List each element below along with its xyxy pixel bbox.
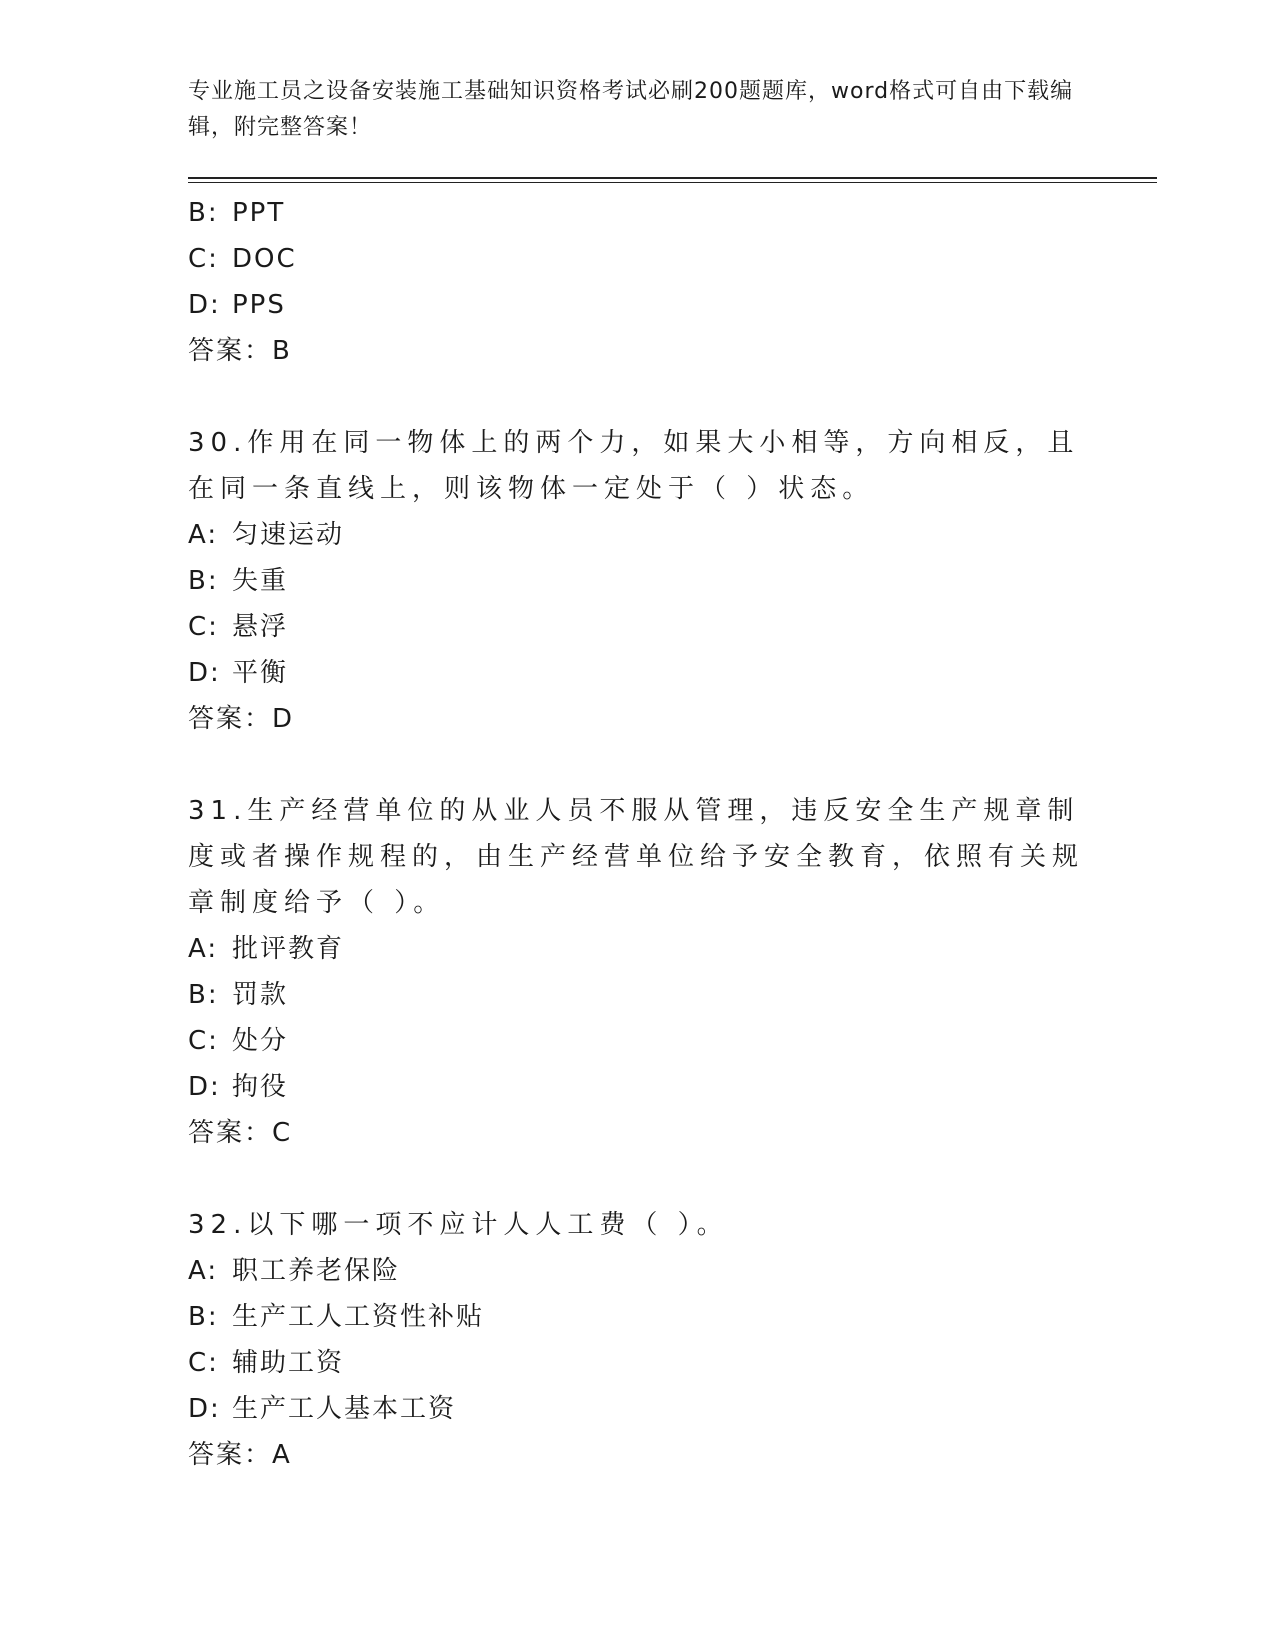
header-divider [188,177,1157,179]
answer-line: 答案：B [188,336,292,366]
question-text: 30.作用在同一物体上的两个力，如果大小相等，方向相反，且在同一条直线上，则该物体一定处于（ ）状态。 [188,428,1080,504]
option-d: D: 平衡 [188,658,289,688]
question-text: 31.生产经营单位的从业人员不服从管理，违反安全生产规章制度或者操作规程的，由生产经营单位给予安全教育，依照有关规章制度给予（ ）。 [188,796,1085,918]
question-list [188,190,1088,1478]
option-b: B: PPT [188,198,286,228]
header-divider-thin [188,182,1157,183]
question-31 [188,788,1088,1156]
answer-line: 答案：D [188,704,295,734]
option-b: B: 生产工人工资性补贴 [188,1302,485,1332]
option-a: A: 匀速运动 [188,520,345,550]
option-a: A: 职工养老保险 [188,1256,401,1286]
option-b: B: 罚款 [188,980,289,1010]
option-c: C: 处分 [188,1026,289,1056]
answer-line: 答案：A [188,1440,292,1470]
option-c: C: DOC [188,244,297,274]
option-c: C: 辅助工资 [188,1348,345,1378]
question-30 [188,420,1088,742]
option-c: C: 悬浮 [188,612,289,642]
option-a: A: 批评教育 [188,934,345,964]
question-29-continued [188,190,1088,374]
document-title: 专业施工员之设备安装施工基础知识资格考试必刷200题题库，word格式可自由下载编辑，附完整答案！ [188,79,1074,140]
answer-line: 答案：C [188,1118,293,1148]
question-32 [188,1202,1088,1478]
option-b: B: 失重 [188,566,289,596]
option-d: D: 拘役 [188,1072,289,1102]
option-d: D: PPS [188,290,286,320]
question-text: 32.以下哪一项不应计人人工费（ ）。 [188,1210,729,1240]
option-d: D: 生产工人基本工资 [188,1394,457,1424]
